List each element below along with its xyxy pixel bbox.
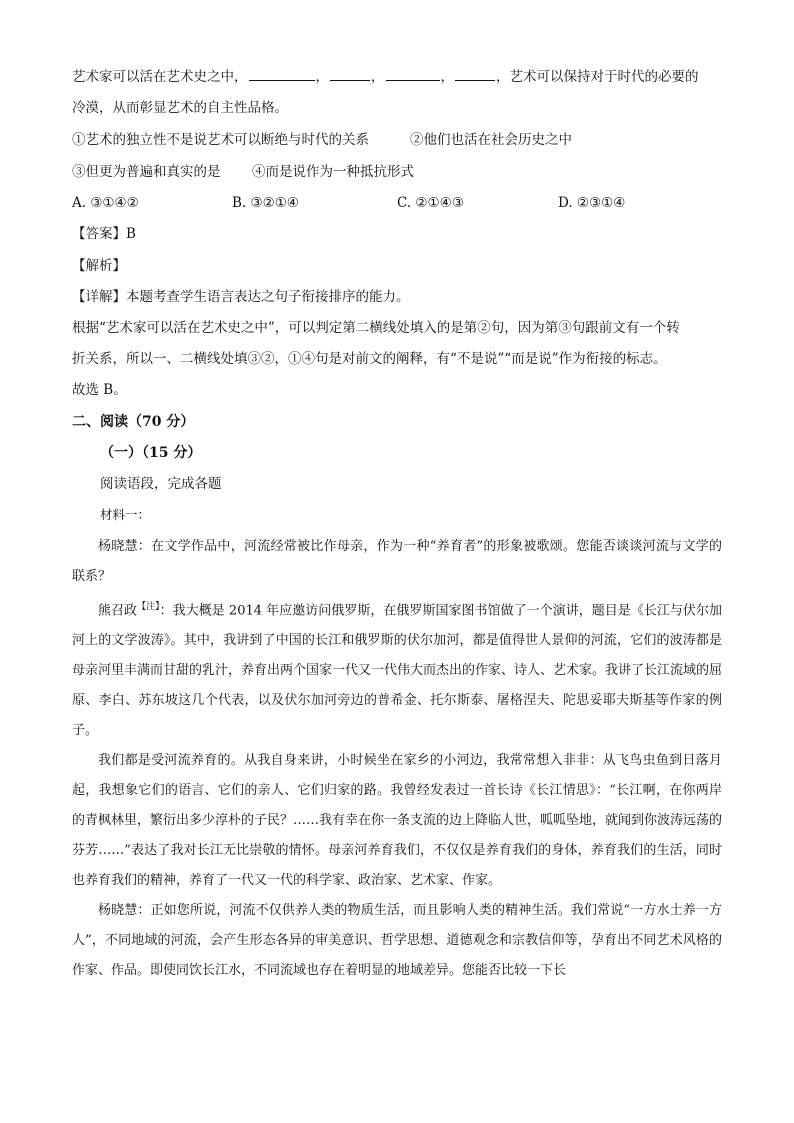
passage-paragraph-2	[72, 592, 722, 746]
stem-part1: 艺术家可以活在艺术史之中，	[72, 69, 248, 85]
answer-blank-3	[386, 66, 440, 81]
option-a: A. ③①④②	[72, 195, 139, 211]
blank-separator: ，	[371, 69, 385, 85]
option-c: C. ②①④③	[397, 195, 464, 211]
footnote-marker: 【注】	[137, 602, 160, 612]
answer-blank-1	[249, 66, 315, 81]
detail-label: 【详解】	[72, 289, 126, 305]
stem-part2: ，艺术可以保持对于时代的必要的	[496, 69, 699, 85]
analysis-label: 【解析】	[72, 258, 126, 274]
reading-instruction: 阅读语段，完成各题	[100, 476, 222, 492]
sentence-item-1: ①艺术的独立性不是说艺术可以断绝与时代的关系	[72, 132, 369, 148]
subsection-title: （一）（15 分）	[100, 445, 202, 461]
analysis-line-2: 折关系，所以一、二横线处填③②，①④句是对前文的阐释，有“不是说”“而是说”作为衔接的标志。	[72, 351, 667, 367]
passage-paragraph-4: 杨晓慧：正如您所说，河流不仅供养人类的物质生活，而且影响人类的精神生活。我们常说“一方水土养一方人”，不同地域的河流，会产生形态各异的审美意识、哲学思想、道德观念和宗教信仰等，孕育出不同艺术风格的作家、作品。即使同饮长江水，不同流域也存在着明显的地域差异。您能否比较一下长	[72, 903, 722, 979]
answer-label: 【答案】	[72, 226, 126, 242]
paragraph-text: ：我大概是 2014 年应邀访问俄罗斯，在俄罗斯国家图书馆做了一个演讲，题目是《长江与伏尔加河上的文学波涛》。其中，我讲到了中国的长江和俄罗斯的伏尔加河，都是值得世人景仰的河流，它们的波涛都是母亲河里丰满而甘甜的乳汁，养育出两个国家一代又一代伟大而杰出的作家、诗人、艺术家。我讲了长江流域的屈原、李白、苏东坡这几个代表，以及伏尔加河旁边的普希金、托尔斯泰、屠格涅夫、陀思妥耶夫斯基等作家的例子。	[72, 603, 723, 739]
analysis-detail	[72, 287, 410, 307]
question-stem-line2: 冷漠，从而彰显艺术的自主性品格。	[72, 100, 288, 116]
passage-paragraph-1: 杨晓慧：在文学作品中，河流经常被比作母亲，作为一种“养育者”的形象被歌颂。您能否谈谈河流与文学的联系？	[72, 539, 722, 584]
passage-paragraph-3: 我们都是受河流养育的。从我自身来讲，小时候坐在家乡的小河边，我常常想入非非：从飞鸟虫鱼到日落月起，我想象它们的语言、它们的亲人、它们归家的路。我曾经发表过一首长诗《长江情思》：“长江啊，在你两岸的青枫林里，繁衍出多少淳朴的子民？……我有幸在你一条支流的边上降临人世，呱呱坠地，就闻到你波涛远荡的芬芳……”表达了我对长江无比崇敬的情怀。母亲河养育我们，不仅仅是养育我们的身体，养育我们的生活，同时也养育我们的精神，养育了一代又一代的科学家、政治家、艺术家、作家。	[72, 753, 723, 889]
answer-blank-2	[330, 66, 370, 81]
analysis-line-3: 故选 B。	[72, 382, 127, 398]
answer-blank-4	[455, 66, 495, 81]
reading-passage	[72, 532, 722, 986]
answer-line	[72, 224, 136, 244]
section-title: 二、阅读（70 分）	[72, 414, 195, 430]
blank-separator: ，	[440, 69, 454, 85]
sentence-item-2: ②他们也活在社会历史之中	[410, 132, 572, 148]
speaker-name: 熊召政	[98, 603, 138, 619]
sentence-item-4: ④而是说作为一种抵抗形式	[252, 164, 414, 180]
blank-separator: ，	[315, 69, 329, 85]
analysis-line-1: 根据“艺术家可以活在艺术史之中”，可以判定第二横线处填入的是第②句，因为第③句跟前文有一个转	[72, 320, 680, 336]
sentence-item-3: ③但更为普遍和真实的是	[72, 164, 221, 180]
detail-text: 本题考查学生语言表达之句子衔接排序的能力。	[126, 289, 410, 305]
answer-value: B	[126, 226, 136, 242]
material-label: 材料一：	[100, 507, 151, 522]
option-b: B. ③②①④	[232, 195, 299, 211]
option-d: D. ②③①④	[558, 195, 626, 211]
question-stem-line1	[72, 66, 699, 87]
